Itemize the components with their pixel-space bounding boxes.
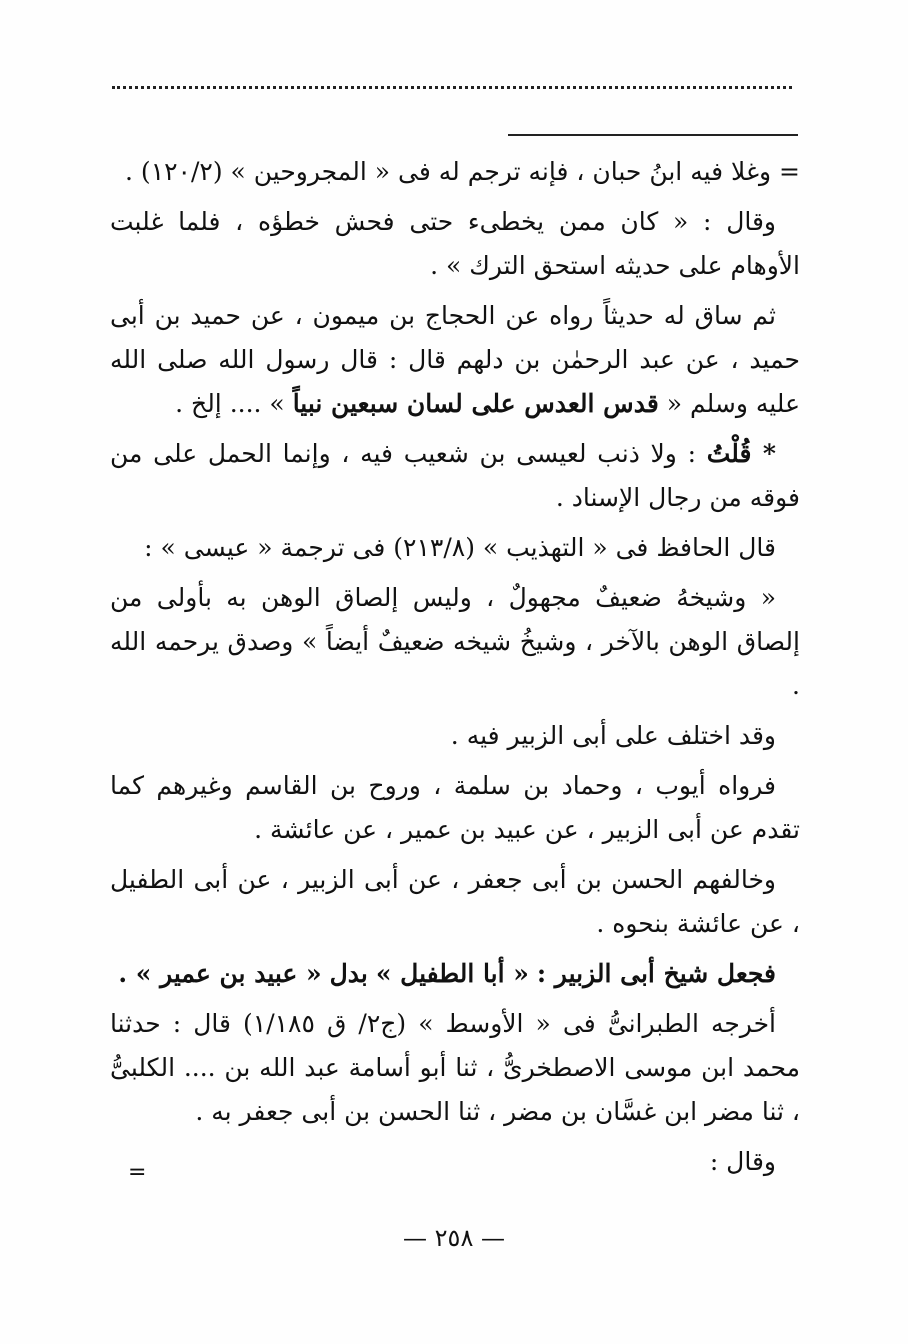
paragraph-hadith xyxy=(110,294,800,426)
paragraph-mukhalafa: وخالفهم الحسن بن أبى جعفر ، عن أبى الزبير ، عن أبى الطفيل ، عن عائشة بنحوه . xyxy=(110,865,800,938)
continuation-mark: = xyxy=(128,1160,147,1185)
hadith-tail: » .... إلخ . xyxy=(175,389,285,418)
qultu-text: : ولا ذنب لعيسى بن شعيب فيه ، وإنما الحمل على من فوقه من رجال الإسناد . xyxy=(110,439,800,512)
footnote-rule xyxy=(508,134,798,136)
shaykh-intro: فجعل شيخ أبى الزبير : xyxy=(536,959,776,988)
hadith-text: قدس العدس على لسان سبعين نبياً xyxy=(292,389,659,418)
shaykh-name-2: « عبيد بن عمير » . xyxy=(118,959,322,988)
footnote-line-1: = وغلا فيه ابنُ حبان ، فإنه ترجم له فى « المجروحين » (١٢٠/٢) . xyxy=(125,157,800,186)
takhrij-rest: ابن موسى الاصطخرىُّ ، ثنا أبو أسامة عبد الله بن .... الكلبىُّ ، ثنا مضر ابن غسَّان بن مضر ، ثنا الحسن بن أبى جعفر به . xyxy=(110,1053,800,1126)
paragraph-tahdhib: قال الحافظ فى « التهذيب » (٢١٣/٨) فى ترجمة « عيسى » : xyxy=(144,533,776,562)
hadith-intro: ثم ساق له حديثاً رواه عن الحجاج بن ميمون ، عن حميد بن أبى حميد ، عن عبد الرحمٰن بن دلهم قال : قال رسول الله صلى الله عليه وسلم « xyxy=(110,301,800,418)
paragraph-takhrij xyxy=(110,1002,800,1134)
paragraph-qultu xyxy=(110,432,800,520)
page-number: — ٢٥٨ — xyxy=(403,1224,505,1252)
qultu-marker: * قُلْتُ xyxy=(706,439,776,468)
shaykh-name-1: « أبا الطفيل » xyxy=(375,959,529,988)
takhrij-line-1: أخرجه الطبرانىُّ فى « الأوسط » (ج٢/ ق ١/١٨٥) قال : حدثنا محمد xyxy=(110,1009,800,1082)
paragraph-shaykh xyxy=(110,952,800,996)
paragraph-waqal: وقال : xyxy=(709,1147,776,1176)
shaykh-badal: بدل xyxy=(329,959,368,988)
page-content xyxy=(110,150,800,1190)
paragraph-quote: « وشيخهُ ضعيفٌ مجهولٌ ، وليس إلصاق الوهن به بأولى من إلصاق الوهن بالآخر ، وشيخُ شيخه ضعيفٌ أيضاً » وصدق يرحمه الله . xyxy=(110,583,800,700)
footnote-line-2: وقال : « كان ممن يخطىء حتى فحش خطؤه ، فلما غلبت الأوهام على حديثه استحق الترك » . xyxy=(110,207,800,280)
paragraph-ikhtilaf: وقد اختلف على أبى الزبير فيه . xyxy=(450,721,776,750)
dotted-separator xyxy=(112,86,792,89)
paragraph-riwaya: فرواه أيوب ، وحماد بن سلمة ، وروح بن القاسم وغيرهم كما تقدم عن أبى الزبير ، عن عبيد بن عمير ، عن عائشة . xyxy=(110,771,800,844)
